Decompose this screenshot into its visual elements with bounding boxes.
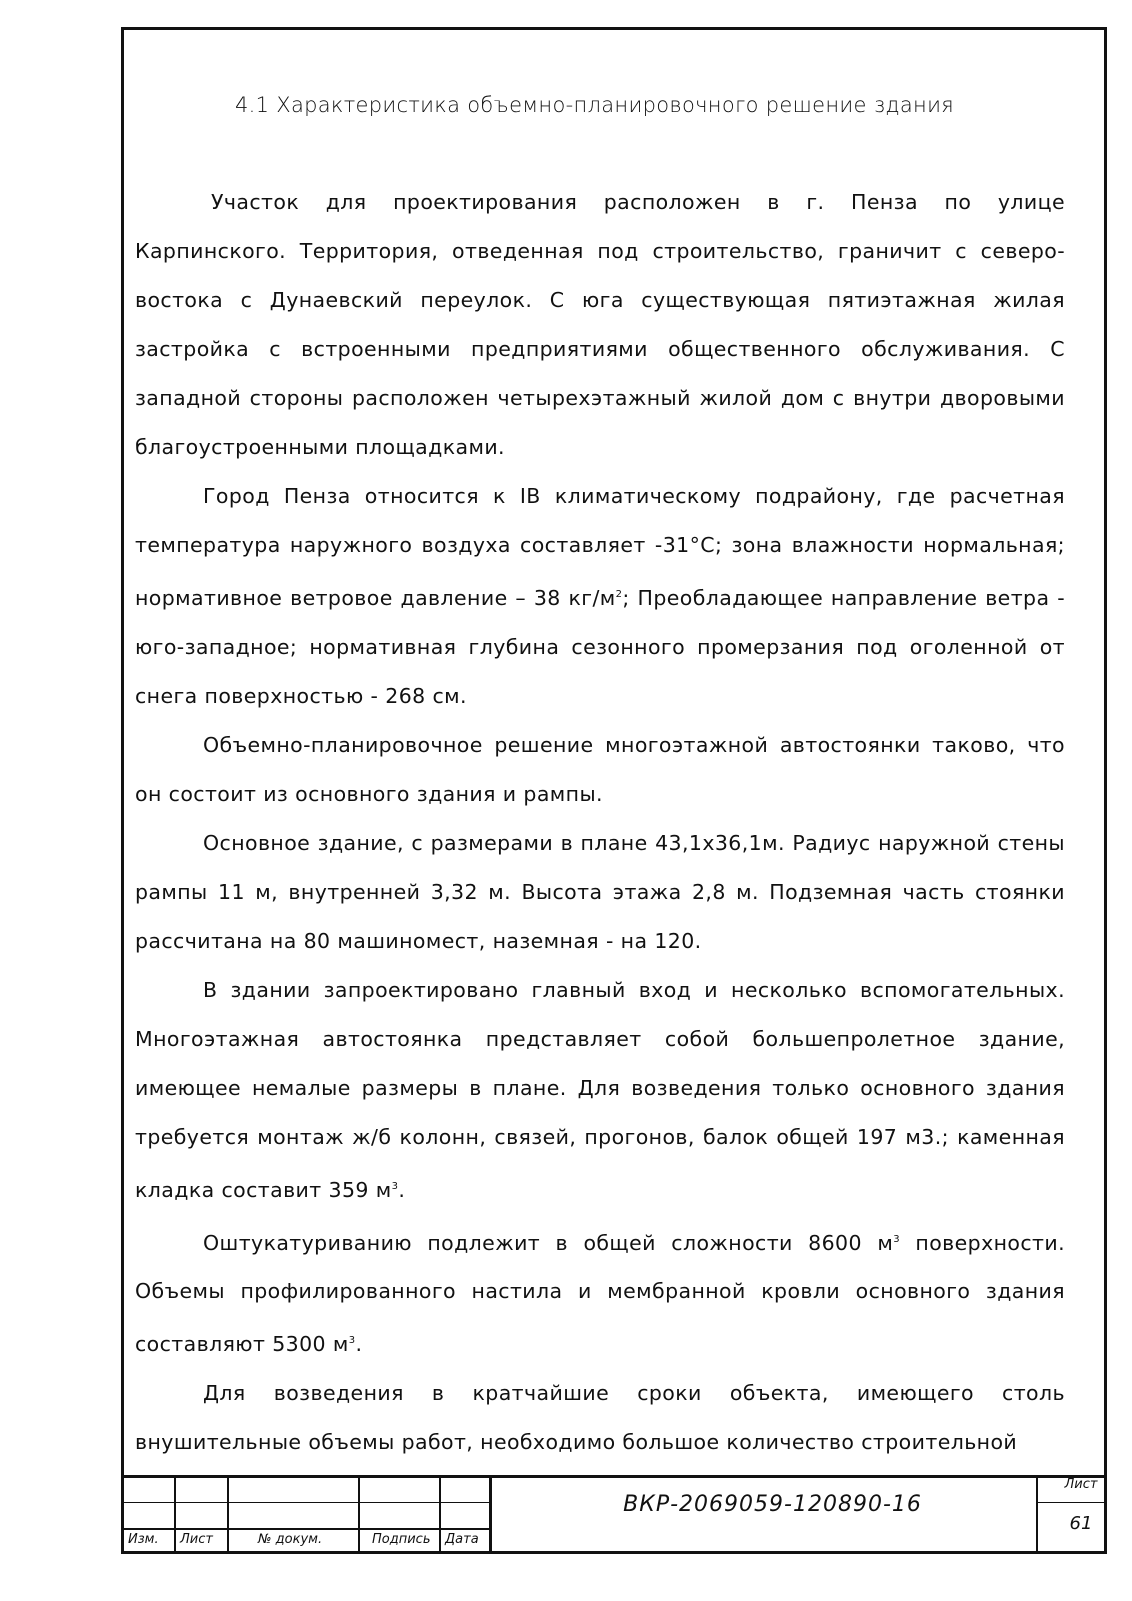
paragraph	[135, 178, 1065, 472]
paragraph	[135, 966, 1065, 1215]
paragraph	[135, 721, 1065, 819]
paragraph	[135, 1215, 1065, 1370]
sheet-number: 61	[1069, 1513, 1093, 1534]
paragraph-text: Оштукатуриванию подлежит в общей сложности 8600 м	[203, 1230, 894, 1255]
paragraph-text: Объемно-планировочное решение многоэтажной автостоянки таково, что он состоит из основного здания и рампы.	[135, 732, 1065, 806]
superscript: 3	[391, 1180, 399, 1192]
paragraph-text: Основное здание, с размерами в плане 43,1х36,1м. Радиус наружной стены рампы 11 м, внутренней 3,32 м. Высота этажа 2,8 м. Подземная часть стоянки рассчитана на 80 машиномест, наземная - на 120.	[135, 830, 1065, 953]
paragraph-text: поверхности. Объемы профилированного настила и мембранной кровли основного здания составляют 5300 м	[135, 1230, 1065, 1357]
section-title: 4.1 Характеристика объемно-планировочного решение здания	[235, 93, 954, 117]
paragraph-text: Город Пенза относится к IВ климатическому подрайону, где расчетная температура наружного воздуха составляет -31°С; зона влажности нормальная; нормативное ветровое давление – 38 кг/м	[135, 484, 1065, 610]
paragraph	[135, 819, 1065, 966]
tb-label-izm: Изм.	[128, 1532, 159, 1547]
paragraph-text: Участок для проектирования расположен в г. Пенза по улице Карпинского. Территория, отведенная под строительство, граничит с северо-востока с Дунаевский переулок. С юга существующая пятиэтажная жилая застройка с встроенными предприятиями общественного обслуживания. С западной стороны расположен четырехэтажный жилой дом с внутри дворовыми благоустроенными площадками.	[135, 190, 1065, 459]
paragraph-text: .	[355, 1332, 363, 1357]
paragraph-text: В здании запроектировано главный вход и несколько вспомогательных. Многоэтажная автостоянка представляет собой большепролетное здание, имеющее немалые размеры в плане. Для возведения только основного здания требуется монтаж ж/б колонн, связей, прогонов, балок общей 197 м3.; каменная кладка составит 359 м	[135, 977, 1065, 1202]
paragraph	[135, 1369, 1065, 1467]
sheet-label: Лист	[1064, 1477, 1098, 1492]
paragraph-text: Для возведения в кратчайшие сроки объекта, имеющего столь внушительные объемы работ, необходимо большое количество строительной	[135, 1381, 1065, 1455]
tb-label-list: Лист	[180, 1532, 213, 1547]
body-text	[135, 178, 1065, 1467]
page-content	[135, 60, 1065, 1467]
tb-label-date: Дата	[445, 1532, 479, 1547]
superscript: 3	[893, 1233, 900, 1245]
tb-label-sign: Подпись	[372, 1532, 431, 1547]
paragraph-text: .	[398, 1177, 406, 1202]
paragraph-text: ; Преобладающее направление ветра - юго-западное; нормативная глубина сезонного промерзания под оголенной от снега поверхностью - 268 см.	[135, 585, 1066, 708]
document-code: ВКР-2069059-120890-16	[623, 1492, 922, 1517]
tb-label-doc: № докум.	[258, 1532, 323, 1547]
superscript: 3	[348, 1335, 356, 1347]
tb-text-layer	[0, 1475, 1132, 1555]
paragraph	[135, 472, 1065, 721]
superscript: 2	[615, 589, 623, 600]
